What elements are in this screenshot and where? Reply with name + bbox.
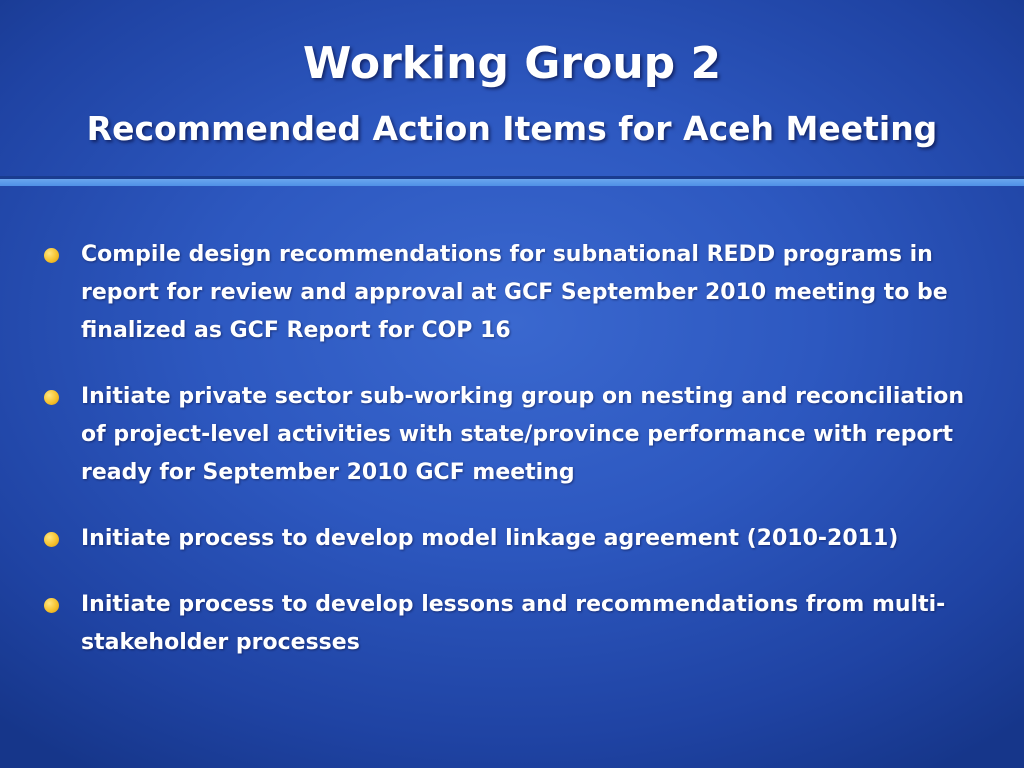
bullet-dot-icon: [44, 248, 59, 263]
bullet-dot-icon: [44, 390, 59, 405]
slide-subtitle: Recommended Action Items for Aceh Meeting: [86, 109, 938, 148]
bullet-item: [0, 586, 1024, 662]
bullet-item: [0, 378, 1024, 492]
slide-title: Working Group 2: [302, 38, 722, 89]
bullet-text: Initiate private sector sub-working group on nesting and reconciliation of project-level activities with state/province performance with report ready for September 2010 GCF meeting: [81, 384, 965, 485]
bullet-text: Initiate process to develop lessons and recommendations from multi-stakeholder processes: [81, 592, 946, 655]
bullet-text: Compile design recommendations for subnational REDD programs in report for review and approval at GCF September 2010 meeting to be finalized as GCF Report for COP 16: [81, 242, 948, 343]
bullet-item: [0, 236, 1024, 350]
bullet-dot-icon: [44, 598, 59, 613]
bullet-list: [0, 236, 1024, 690]
title-divider: [0, 179, 1024, 186]
title-block: [0, 0, 1024, 176]
bullet-item: [0, 520, 1024, 558]
bullet-text: Initiate process to develop model linkage agreement (2010-2011): [81, 526, 899, 551]
bullet-dot-icon: [44, 532, 59, 547]
